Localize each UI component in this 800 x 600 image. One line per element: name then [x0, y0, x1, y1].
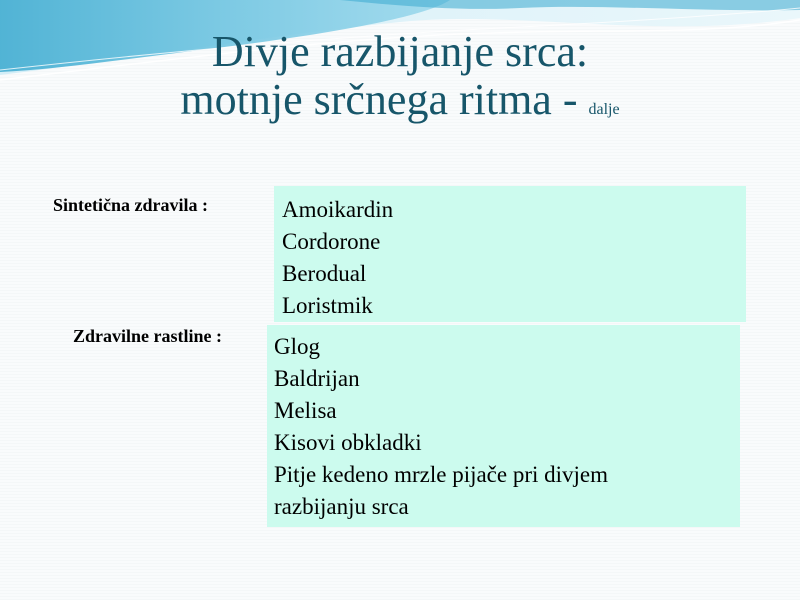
- title-line-1: Divje razbijanje srca:: [211, 27, 589, 76]
- synthetic-drug-item: Amoikardin: [282, 197, 394, 222]
- title-suffix: dalje: [588, 101, 620, 118]
- synthetic-drugs-box: [274, 186, 746, 322]
- slide-title: [0, 28, 800, 134]
- medicinal-plants-box: [267, 325, 740, 527]
- title-line-2-text: motnje srčnega ritma -: [180, 75, 589, 124]
- medicinal-plant-item: Pitje kedeno mrzle pijače pri divjem razbijanju srca: [274, 462, 609, 519]
- synthetic-drug-item: Berodual: [282, 261, 367, 286]
- synthetic-drug-item: Loristmik: [282, 293, 373, 318]
- title-line-2: [0, 76, 800, 134]
- medicinal-plants-label: Zdravilne rastline :: [73, 326, 222, 346]
- medicinal-plant-item: Kisovi obkladki: [274, 430, 422, 455]
- medicinal-plant-item: Baldrijan: [274, 366, 360, 391]
- synthetic-drug-item: Cordorone: [282, 229, 381, 254]
- medicinal-plant-item: Glog: [274, 334, 320, 359]
- synthetic-drugs-label: Sintetična zdravila :: [53, 195, 208, 215]
- medicinal-plant-item: Melisa: [274, 398, 337, 423]
